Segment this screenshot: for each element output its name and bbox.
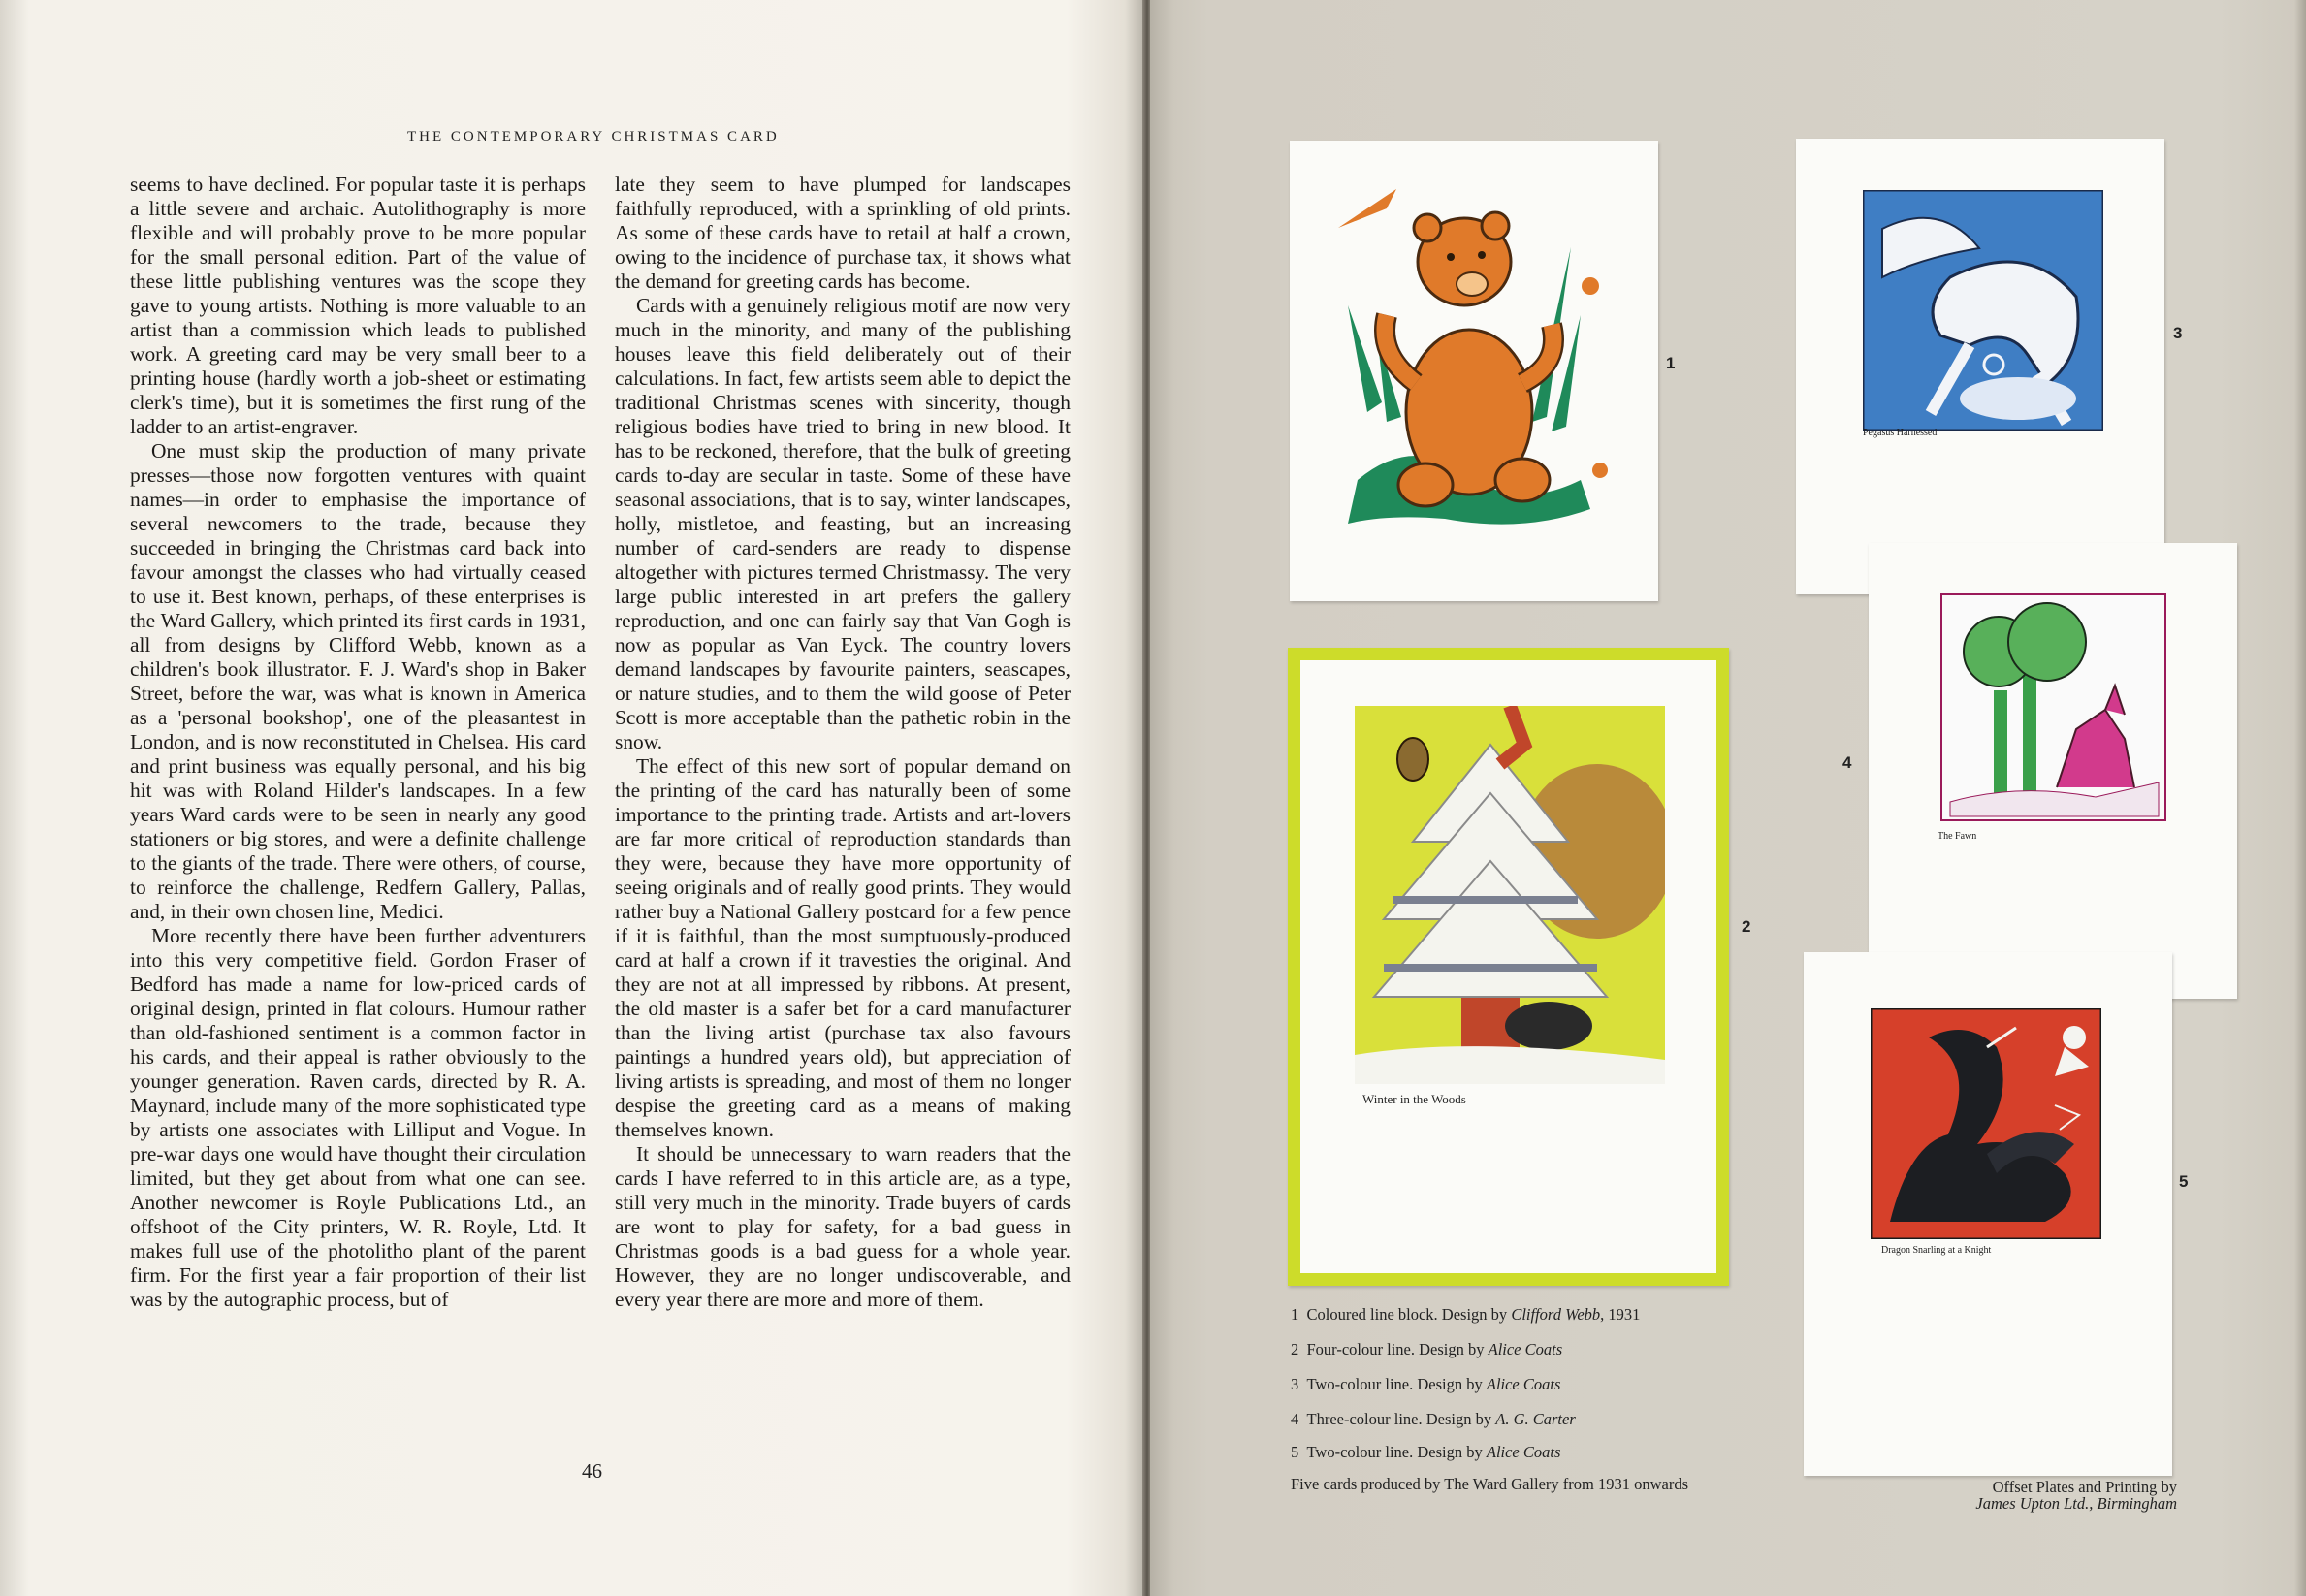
card-3-caption: Pegasus Harnessed	[1863, 428, 1938, 438]
winter-woods-illustration	[1355, 706, 1665, 1084]
text-column-1	[130, 173, 586, 1312]
card-5-caption: Dragon Snarling at a Knight	[1881, 1245, 1992, 1256]
pegasus-illustration	[1863, 190, 2103, 431]
card-winter-woods	[1288, 648, 1729, 1286]
card-dragon	[1804, 952, 2172, 1476]
paragraph: The effect of this new sort of popular demand on the printing of the card has naturally been of some importance to the printing trade. Artists and art-lovers are far more critical of reproduction standards than they were, because they have more opportunity of seeing originals and of really good prints. They would rather buy a National Gallery postcard for a few pence if it is faithful, than the most sumptuously-produced card at half a crown if it travesties the original. And they are not at all impressed by ribbons. At present, the old master is a safer bet for a card manufacturer than the living artist (purchase tax also favours paintings a hundred years old), but appreciation of living artists is spreading, and most of them no longer despise the greeting card as a means of making themselves known.	[615, 754, 1071, 1141]
produced-note: Five cards produced by The Ward Gallery from 1931 onwards	[1291, 1475, 1688, 1493]
card-2-caption: Winter in the Woods	[1362, 1092, 1466, 1106]
paragraph: More recently there have been further adventurers into this very competitive field. Gordon Fraser of Bedford has made a name for low-priced cards of original design, printed in flat colours. Humour rather than old-fashioned sentiment is a common factor in his cards, and their appeal is rather obviously to the younger generation. Raven cards, directed by R. A. Maynard, include many of the more sophisticated type by artists one associates with Lilliput and Vogue. In pre-war days one would have thought their circulation limited, but they get about from what one can see. Another newcomer is Royle Publications Ltd., an offshoot of the City printers, W. R. Royle, Ltd. It makes full use of the photolitho plant of the parent firm. For the first year a fair proportion of their list was by the autographic process, but of	[130, 924, 586, 1311]
legend-item-5: 5 Two-colour line. Design by Alice Coats	[1291, 1443, 1561, 1461]
figure-number-4: 4	[1842, 753, 1852, 772]
paragraph: It should be unnecessary to warn readers that the cards I have referred to in this article are, as a type, still very much in the minority. Trade buyers of cards are wont to play for safety, for a bad guess in Christmas goods is a bad guess for a whole year. However, they are no longer undiscoverable, and every year there are more and more of them.	[615, 1142, 1071, 1311]
card-pegasus	[1796, 139, 2164, 594]
paragraph: seems to have declined. For popular taste it is perhaps a little severe and archaic. Autolithography is more flexible and will probably prove to be more popular for the small personal edition. Part of the value of these little publishing ventures was the scope they gave to young artists. Nothing is more valuable to an artist than a commission which leads to published work. A greeting card may be very small beer to a printing house (hardly worth a job-sheet or estimating clerk's time), but it is sometimes the first rung of the ladder to an artist-engraver.	[130, 173, 586, 438]
figure-number-1: 1	[1666, 354, 1676, 372]
paragraph: late they seem to have plumped for landscapes faithfully reproduced, with a sprinkling of old prints. As some of these cards have to retail at half a crown, owing to the incidence of purchase tax, it shows what the demand for greeting cards has become.	[615, 173, 1071, 293]
figure-number-5: 5	[2179, 1172, 2189, 1191]
printer-credit: Offset Plates and Printing by James Upton Ltd., Birmingham	[1975, 1478, 2177, 1513]
legend-item-4: 4 Three-colour line. Design by A. G. Carter	[1291, 1410, 1576, 1428]
legend-item-2: 2 Four-colour line. Design by Alice Coats	[1291, 1340, 1563, 1358]
bear-illustration	[1329, 189, 1619, 558]
card-fawn	[1869, 543, 2237, 999]
page-number: 46	[582, 1459, 602, 1483]
legend-item-3: 3 Two-colour line. Design by Alice Coats	[1291, 1375, 1561, 1393]
fawn-illustration	[1940, 593, 2166, 821]
running-head: THE CONTEMPORARY CHRISTMAS CARD	[407, 129, 780, 144]
paragraph: One must skip the production of many private presses—those now forgotten ventures with quaint names—in order to emphasise the importance of several newcomers to the trade, because they succeeded in bringing the Christmas card back into favour amongst the classes who had virtually ceased to use it. Best known, perhaps, of these enterprises is the Ward Gallery, which printed its first cards in 1931, all from designs by Clifford Webb, known as a children's book illustrator. F. J. Ward's shop in Baker Street, before the war, was what is known in America as a 'personal bookshop', one of the pleasantest in London, and is now reconstituted in Chelsea. His card and print business was equally personal, and his big hit was with Roland Hilder's landscapes. In a few years Ward cards were to be seen in nearly any good stationers or big stores, and were a definite challenge to the giants of the trade. There were others, of course, to reinforce the challenge, Redfern Gallery, Pallas, and, in their own chosen line, Medici.	[130, 439, 586, 923]
figure-number-2: 2	[1742, 917, 1751, 936]
figure-number-3: 3	[2173, 324, 2183, 342]
dragon-illustration	[1871, 1008, 2101, 1239]
left-page	[0, 0, 1144, 1596]
legend-item-1: 1 Coloured line block. Design by Clifford Webb, 1931	[1291, 1305, 1641, 1324]
card-bear	[1290, 141, 1658, 601]
text-column-2	[615, 173, 1071, 1312]
card-4-caption: The Fawn	[1938, 831, 1977, 842]
paragraph: Cards with a genuinely religious motif are now very much in the minority, and many of the publishing houses leave this field deliberately out of their calculations. In fact, few artists seem able to depict the traditional Christmas scenes with sincerity, though religious bodies have tried to bring in new blood. It has to be reckoned, therefore, that the bulk of greeting cards to-day are secular in taste. Some of these have seasonal associations, that is to say, winter landscapes, holly, mistletoe, and feasting, but an increasing number of card-senders are ready to dispense altogether with pictures termed Christmassy. The very large public interested in art prefers the gallery reproduction, and one can fairly say that Van Gogh is now as popular as Van Eyck. The country lovers demand landscapes by favourite painters, seascapes, or nature studies, and to them the wild goose of Peter Scott is more acceptable than the pathetic robin in the snow.	[615, 294, 1071, 753]
